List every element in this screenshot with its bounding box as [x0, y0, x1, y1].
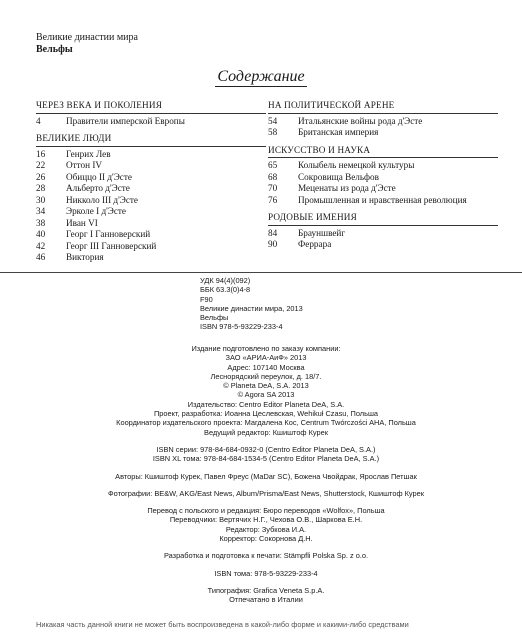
toc-page-number: 54	[268, 115, 278, 126]
toc-entry-title: Генрих Лев	[66, 148, 111, 159]
credit-line: Издательство: Centro Editor Planeta DeA, S.A.	[187, 399, 345, 409]
imprint-line: ББК 63.3(0)4-8	[200, 285, 251, 295]
toc-page-number: 68	[268, 171, 278, 182]
toc-entry-title: Британская империя	[298, 127, 379, 137]
credits-spacer	[16, 498, 516, 506]
toc-entry-title: Феррара	[298, 239, 332, 249]
toc-entry-title: Альберто д'Эсте	[66, 183, 130, 193]
toc-entry	[268, 160, 498, 172]
credit-line: ISBN серии: 978-84-684-0932-0 (Centro Editor Planeta DeA, S.A.)	[156, 444, 376, 454]
toc-page-number: 4	[36, 115, 41, 126]
toc-page-number: 30	[36, 194, 46, 205]
toc-entry	[268, 239, 498, 251]
imprint-line: F90	[200, 294, 213, 304]
toc-page-number: 42	[36, 240, 46, 251]
series-name: Великие династии мира	[36, 32, 138, 43]
imprint-line: Великие династии мира, 2013	[200, 303, 303, 313]
toc-entry-title: Правители имперской Европы	[66, 115, 185, 126]
credits-spacer	[16, 481, 516, 489]
credit-line: Перевод с польского и редакция: Бюро переводов «Wolfox», Польша	[147, 506, 385, 516]
series-header	[36, 32, 138, 56]
contents-title-text: Содержание	[217, 68, 305, 85]
toc-entry	[36, 116, 266, 128]
toc-entry-title: Итальянские войны рода д'Эсте	[298, 115, 423, 126]
credit-line: Редактор: Зубкова И.А.	[225, 524, 307, 534]
copyright-notice	[36, 620, 506, 629]
toc-entry	[36, 172, 266, 184]
toc-entry	[268, 183, 498, 195]
toc-entry-title: Виктория	[66, 252, 104, 262]
toc-entry-title: Промышленная и нравственная революция	[298, 194, 467, 205]
toc-entry	[36, 218, 266, 230]
toc-entry-title: Брауншвейг	[298, 227, 346, 238]
toc-page-number: 90	[268, 239, 278, 249]
credit-line: Издание подготовлено по заказу компании:	[191, 344, 341, 353]
volume-name: Вельфы	[36, 44, 73, 55]
credit-line: ISBN XL тома: 978-84-684-1534-5 (Centro Editor Planeta DeA, S.A.)	[152, 454, 380, 464]
credit-line: © Planeta DeA, S.A. 2013	[223, 381, 309, 391]
toc-page-number: 65	[268, 160, 278, 170]
toc-entry-title: Никколо III д'Эсте	[66, 194, 139, 205]
toc-page-number: 26	[36, 171, 46, 182]
toc-entry	[36, 252, 266, 264]
toc-entry	[36, 241, 266, 253]
credit-line: Фотографии: BE&W, AKG/East News, Album/Prisma/East News, Shutterstock, Кшиштоф Курек	[108, 488, 424, 498]
credit-line: © Agora SA 2013	[237, 390, 295, 400]
credits-spacer	[16, 578, 516, 586]
imprint-line: ISBN 978-5-93229-233-4	[200, 322, 283, 332]
toc-page-number: 76	[268, 194, 278, 205]
toc-page-number: 84	[268, 227, 278, 238]
toc-page-number: 22	[36, 160, 46, 170]
toc-page-number: 38	[36, 217, 46, 228]
toc-page-number: 58	[268, 127, 278, 137]
toc-entry-title: Колыбель немецкой культуры	[298, 160, 415, 170]
toc-entry-title: Меценаты из рода д'Эсте	[298, 183, 396, 193]
imprint-block	[200, 276, 522, 332]
credit-line: Координатор издательского проекта: Магдалена Кос, Centrum Twórczości AHA, Польша	[116, 418, 416, 428]
toc-right-column	[268, 100, 498, 251]
credit-line: Леснорядский переулок, д. 18/7.	[210, 371, 322, 381]
credit-line: Типография: Grafica Veneta S.p.A.	[207, 585, 325, 595]
imprint-line: Вельфы	[200, 313, 229, 323]
credits-spacer	[16, 561, 516, 569]
copyright-line-1: Никакая часть данной книги не может быть воспроизведена в какой-либо форме и какими-либо средствами	[36, 620, 409, 629]
toc-section-heading: ВЕЛИКИЕ ЛЮДИ	[36, 133, 266, 147]
toc-entry-title: Георг I Ганноверский	[66, 229, 151, 239]
toc-entry-title: Сокровища Вельфов	[298, 171, 379, 182]
toc-entry-title: Оттон IV	[66, 160, 103, 170]
credits-spacer	[16, 437, 516, 445]
toc-entry	[36, 149, 266, 161]
credit-line: Переводчики: Вертячих Н.Г., Чехова О.В., Шаркова Е.Н.	[169, 515, 363, 525]
toc-section-heading: НА ПОЛИТИЧЕСКОЙ АРЕНЕ	[268, 100, 498, 114]
toc-section-heading: ИСКУССТВО И НАУКА	[268, 145, 498, 159]
toc-page-number: 34	[36, 206, 46, 216]
toc-entry	[268, 116, 498, 128]
toc-entry-title: Георг III Ганноверский	[66, 240, 157, 251]
toc-section-heading: ЧЕРЕЗ ВЕКА И ПОКОЛЕНИЯ	[36, 100, 266, 114]
credit-line: Проект, разработка: Иоанна Цеслевская, Wehikuł Czasu, Польша	[154, 409, 378, 419]
toc-entry	[36, 160, 266, 172]
toc-entry-title: Обиццо II д'Эсте	[66, 171, 132, 182]
toc-entry	[268, 127, 498, 139]
credits-spacer	[16, 543, 516, 551]
credit-line: Разработка и подготовка к печати: Stämpfli Polska Sp. z o.o.	[163, 551, 369, 561]
toc-entry	[36, 229, 266, 241]
toc-page-number: 70	[268, 183, 278, 193]
credit-line: Адрес: 107140 Москва	[227, 362, 305, 372]
credit-line: Корректор: Сокорнова Д.Н.	[219, 534, 313, 544]
credit-line: ISBN тома: 978-5-93229-233-4	[214, 568, 318, 578]
toc-page-number: 40	[36, 229, 46, 239]
toc-entry	[36, 206, 266, 218]
toc-entry	[36, 195, 266, 207]
toc-page-number: 28	[36, 183, 46, 193]
credit-line: Отпечатано в Италии	[229, 595, 303, 605]
toc-entry-title: Иван VI	[66, 217, 98, 228]
toc-page-number: 46	[36, 252, 46, 262]
section-divider	[0, 272, 522, 273]
toc-section-heading: РОДОВЫЕ ИМЕНИЯ	[268, 212, 498, 226]
credits-spacer	[16, 464, 516, 472]
toc-left-column	[36, 100, 266, 264]
toc-entry	[268, 228, 498, 240]
toc-entry	[268, 195, 498, 207]
toc-entry	[268, 172, 498, 184]
credit-line: Авторы: Кшиштоф Курек, Павел Фреус (MaDar SC), Божена Чвойдрак, Ярослав Петшак	[115, 471, 417, 481]
contents-title	[0, 68, 522, 86]
credits-block	[16, 344, 516, 605]
imprint-line: УДК 94(4)(092)	[200, 276, 251, 285]
toc-entry	[36, 183, 266, 195]
credit-line: ЗАО «АРИА-АиФ» 2013	[225, 353, 307, 363]
credit-line: Ведущий редактор: Кшиштоф Курек	[204, 427, 328, 437]
toc-page-number: 16	[36, 148, 46, 159]
toc-entry-title: Эрколе I д'Эсте	[66, 206, 127, 216]
